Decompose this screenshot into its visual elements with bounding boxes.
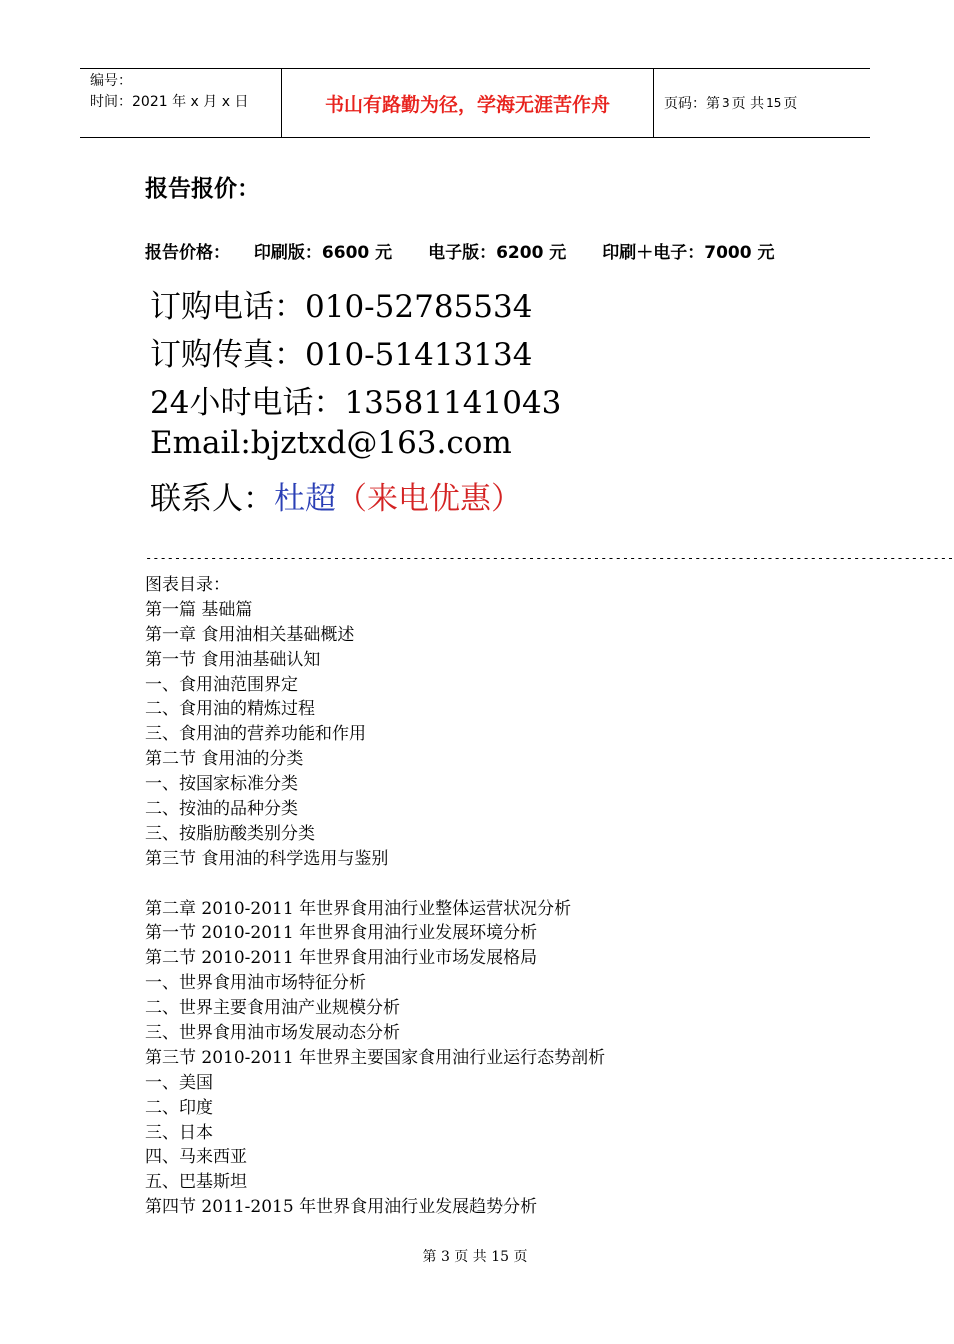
toc-item: 第一章 食用油相关基础概述 bbox=[145, 624, 355, 645]
toc-item: 一、世界食用油市场特征分析 bbox=[145, 973, 366, 994]
toc-item: 二、食用油的精炼过程 bbox=[145, 699, 315, 720]
page-middle: 页 共 bbox=[731, 96, 765, 112]
header-id-label: 编号： bbox=[90, 73, 132, 89]
toc-item: 第三节 食用油的科学选用与鉴别 bbox=[145, 848, 389, 869]
person-note: （来电优惠） bbox=[336, 481, 522, 517]
price-label: 报告价格： bbox=[145, 243, 230, 263]
report-title: 报告报价： bbox=[145, 176, 260, 202]
header-motto: 书山有路勤为径，学海无涯苦作舟 bbox=[282, 69, 654, 137]
toc-item: 三、日本 bbox=[145, 1122, 213, 1143]
price-electronic: 电子版：6200 元 bbox=[428, 243, 567, 263]
toc-item: 一、按国家标准分类 bbox=[145, 774, 298, 795]
page-total: 15 bbox=[766, 96, 782, 110]
page-current: 3 bbox=[722, 96, 730, 110]
person-name: 杜超 bbox=[274, 481, 336, 517]
toc-item: 二、世界主要食用油产业规模分析 bbox=[145, 998, 400, 1019]
price-line bbox=[145, 238, 804, 263]
toc-item: 第二节 食用油的分类 bbox=[145, 749, 304, 770]
toc-item: 五、巴基斯坦 bbox=[145, 1172, 247, 1193]
toc-item: 三、食用油的营养功能和作用 bbox=[145, 724, 366, 745]
toc-item: 四、马来西亚 bbox=[145, 1147, 247, 1168]
page-header bbox=[80, 68, 870, 138]
price-both: 印刷＋电子：7000 元 bbox=[602, 243, 775, 263]
toc-item: 第四节 2011-2015 年世界食用油行业发展趋势分析 bbox=[145, 1197, 538, 1218]
order-phone: 订购电话：010-52785534 bbox=[150, 289, 533, 325]
toc-item: 第三节 2010-2011 年世界主要国家食用油行业运行态势剖析 bbox=[145, 1047, 606, 1068]
header-meta bbox=[80, 69, 282, 137]
toc-item: 第二章 2010-2011 年世界食用油行业整体运营状况分析 bbox=[145, 898, 572, 919]
contact-person bbox=[150, 473, 522, 518]
email: Email:bjztxd@163.com bbox=[150, 425, 512, 461]
toc-item: 第二节 2010-2011 年世界食用油行业市场发展格局 bbox=[145, 948, 538, 969]
header-time: 时间：2021 年 x 月 x 日 bbox=[90, 94, 249, 110]
divider: ---------------------------------------------------------------------------------------------------------------- bbox=[145, 551, 954, 565]
order-fax: 订购传真：010-51413134 bbox=[150, 337, 533, 373]
toc-item: 二、印度 bbox=[145, 1097, 213, 1118]
toc-item bbox=[145, 872, 605, 897]
toc-item: 三、世界食用油市场发展动态分析 bbox=[145, 1023, 400, 1044]
page-suffix: 页 bbox=[783, 96, 798, 112]
toc-item: 第一篇 基础篇 bbox=[145, 599, 253, 620]
toc-item: 第一节 食用油基础认知 bbox=[145, 649, 321, 670]
person-label: 联系人： bbox=[150, 481, 274, 517]
page-prefix: 页码：第 bbox=[664, 96, 720, 112]
price-print: 印刷版：6600 元 bbox=[253, 243, 393, 263]
toc-item: 三、按脂肪酸类别分类 bbox=[145, 823, 315, 844]
page-footer: 第 3 页 共 15 页 bbox=[422, 1249, 528, 1265]
toc-item: 一、食用油范围界定 bbox=[145, 674, 298, 695]
table-of-contents bbox=[145, 573, 605, 1220]
toc-item: 一、美国 bbox=[145, 1072, 213, 1093]
header-page-number bbox=[654, 69, 870, 137]
toc-item: 二、按油的品种分类 bbox=[145, 799, 298, 820]
hotline: 24小时电话：13581141043 bbox=[150, 385, 562, 421]
toc-item: 第一节 2010-2011 年世界食用油行业发展环境分析 bbox=[145, 923, 538, 944]
toc-item: 图表目录： bbox=[145, 575, 230, 595]
